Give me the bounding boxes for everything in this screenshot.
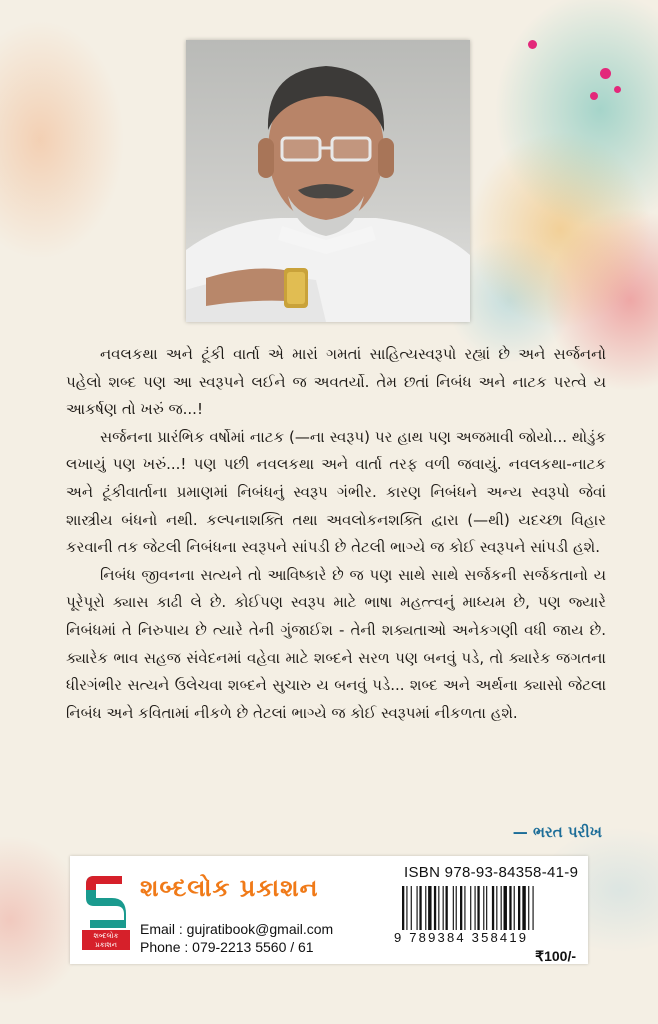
barcode-bar xyxy=(475,886,476,930)
barcode-bar xyxy=(428,886,431,930)
barcode-bar xyxy=(402,886,404,930)
barcode-bar xyxy=(419,886,421,930)
paragraph: નિબંધ જીવનના સત્યને તો આવિષ્કારે છે જ પણ સાથે સાથે સર્જકની સર્જકતાનો ય પૂરેપૂરો ક્યાસ કાઢી લે છે. કોઈપણ સ્વરૂપ માટે ભાષા મહત્ત્વનું માધ્યમ છે, પણ જ્યારે નિબંધમાં તે નિરુપાય છે ત્યારે તેની ગુંજાઈશ - તેની શક્યતાઓ અનેકગણી વધી જાય છે. ક્યારેક ભાવ સહજ સંવેદનમાં વહેવા માટે શબ્દને સરળ પણ બનવું પડે, તો ક્યારેક જગતના ધીરગંભીર સત્યને ઉલેચવા શબ્દને સુચારુ ય બનવું પડે... શબ્દ અને અર્થના ક્યાસો જેટલા નિબંધ અને કવિતામાં નીકળે છે તેટલાં ભાગ્યે જ કોઈ સ્વરૂપમાં નીકળતા હશે. xyxy=(66,565,606,722)
barcode-bar xyxy=(464,886,465,930)
price-label: ₹100/- xyxy=(535,948,576,964)
barcode-bar xyxy=(443,886,444,930)
paint-dot xyxy=(614,86,621,93)
barcode-bar xyxy=(504,886,507,930)
barcode-bar xyxy=(456,886,457,930)
barcode-bar xyxy=(514,886,515,930)
paragraph: સર્જનના પ્રારંભિક વર્ષોમાં નાટક (—ના સ્વરૂપ) પર હાથ પણ અજમાવી જોયો... થોડુંક લખાયું પણ ખરું...! પણ પછી નવલકથા અને વાર્તા તરફ વળી જવાયું. નવલકથા-નાટક અને ટૂંકીવાર્તાના પ્રમાણમાં નિબંધનું સ્વરૂપ ગંભીર. કારણ નિબંધને અન્ય સ્વરૂપો જેવાં શાસ્ત્રીય બંધનો નથી. કલ્પનાશક્તિ તથા અવલોકનશક્તિ દ્વારા (—થી) યદચ્છા વિહાર કરવાની તક જેટલી નિબંધના સ્વરૂપને સાંપડી છે તેટલી ભાગ્યે જ કોઈ સ્વરૂપને સાંપડી હશે. xyxy=(66,427,606,557)
barcode-bar xyxy=(533,886,534,930)
barcode-digits: 9 789384 358419 xyxy=(394,930,529,945)
barcode-bar xyxy=(434,886,436,930)
paint-dot xyxy=(600,68,611,79)
email-text: Email : gujratibook@gmail.com xyxy=(140,921,334,937)
barcode-bar xyxy=(518,886,520,930)
barcode-bar xyxy=(492,886,494,930)
barcode-bars xyxy=(402,886,570,930)
author-signature: — ભરત પરીખ xyxy=(512,823,602,841)
barcode-bar xyxy=(486,886,487,930)
paint-dot xyxy=(528,40,537,49)
barcode-block xyxy=(394,864,584,964)
logo-text: શબ્દલોક xyxy=(93,932,119,940)
paint-dot xyxy=(590,92,598,100)
barcode-bar xyxy=(406,886,407,930)
barcode-bar xyxy=(522,886,525,930)
barcode-bar xyxy=(446,886,448,930)
author-photo xyxy=(186,40,470,322)
barcode-bar xyxy=(417,886,418,930)
barcode-bar xyxy=(483,886,484,930)
author-note xyxy=(66,341,606,727)
barcode-bar xyxy=(509,886,511,930)
logo-text: પ્રકાશન xyxy=(95,941,117,949)
barcode-bar xyxy=(453,886,454,930)
barcode-bar xyxy=(438,886,439,930)
barcode-bar xyxy=(501,886,502,930)
publisher-name: શબ્દલોક પ્રકાશન xyxy=(140,874,319,902)
phone-text: Phone : 079-2213 5560 / 61 xyxy=(140,939,314,955)
isbn-text: ISBN 978-93-84358-41-9 xyxy=(404,864,579,881)
paragraph: નવલકથા અને ટૂંકી વાર્તા એ મારાં ગમતાં સાહિત્યસ્વરૂપો રહ્યાં છે અને સર્જનનો પહેલો શબ્દ પણ આ સ્વરૂપને લઈને જ અવતર્યો. તેમ છતાં નિબંધ અને નાટક પરત્વે ય આકર્ષણ તો ખરું જ...! xyxy=(66,345,606,419)
barcode-bar xyxy=(411,886,412,930)
barcode-bar xyxy=(496,886,497,930)
barcode-bar xyxy=(460,886,462,930)
barcode-bar xyxy=(425,886,426,930)
publisher-panel xyxy=(70,856,588,964)
barcode-bar xyxy=(470,886,471,930)
publisher-contact xyxy=(140,920,333,956)
barcode-bar xyxy=(477,886,479,930)
publisher-logo xyxy=(82,872,130,950)
barcode-bar xyxy=(528,886,529,930)
